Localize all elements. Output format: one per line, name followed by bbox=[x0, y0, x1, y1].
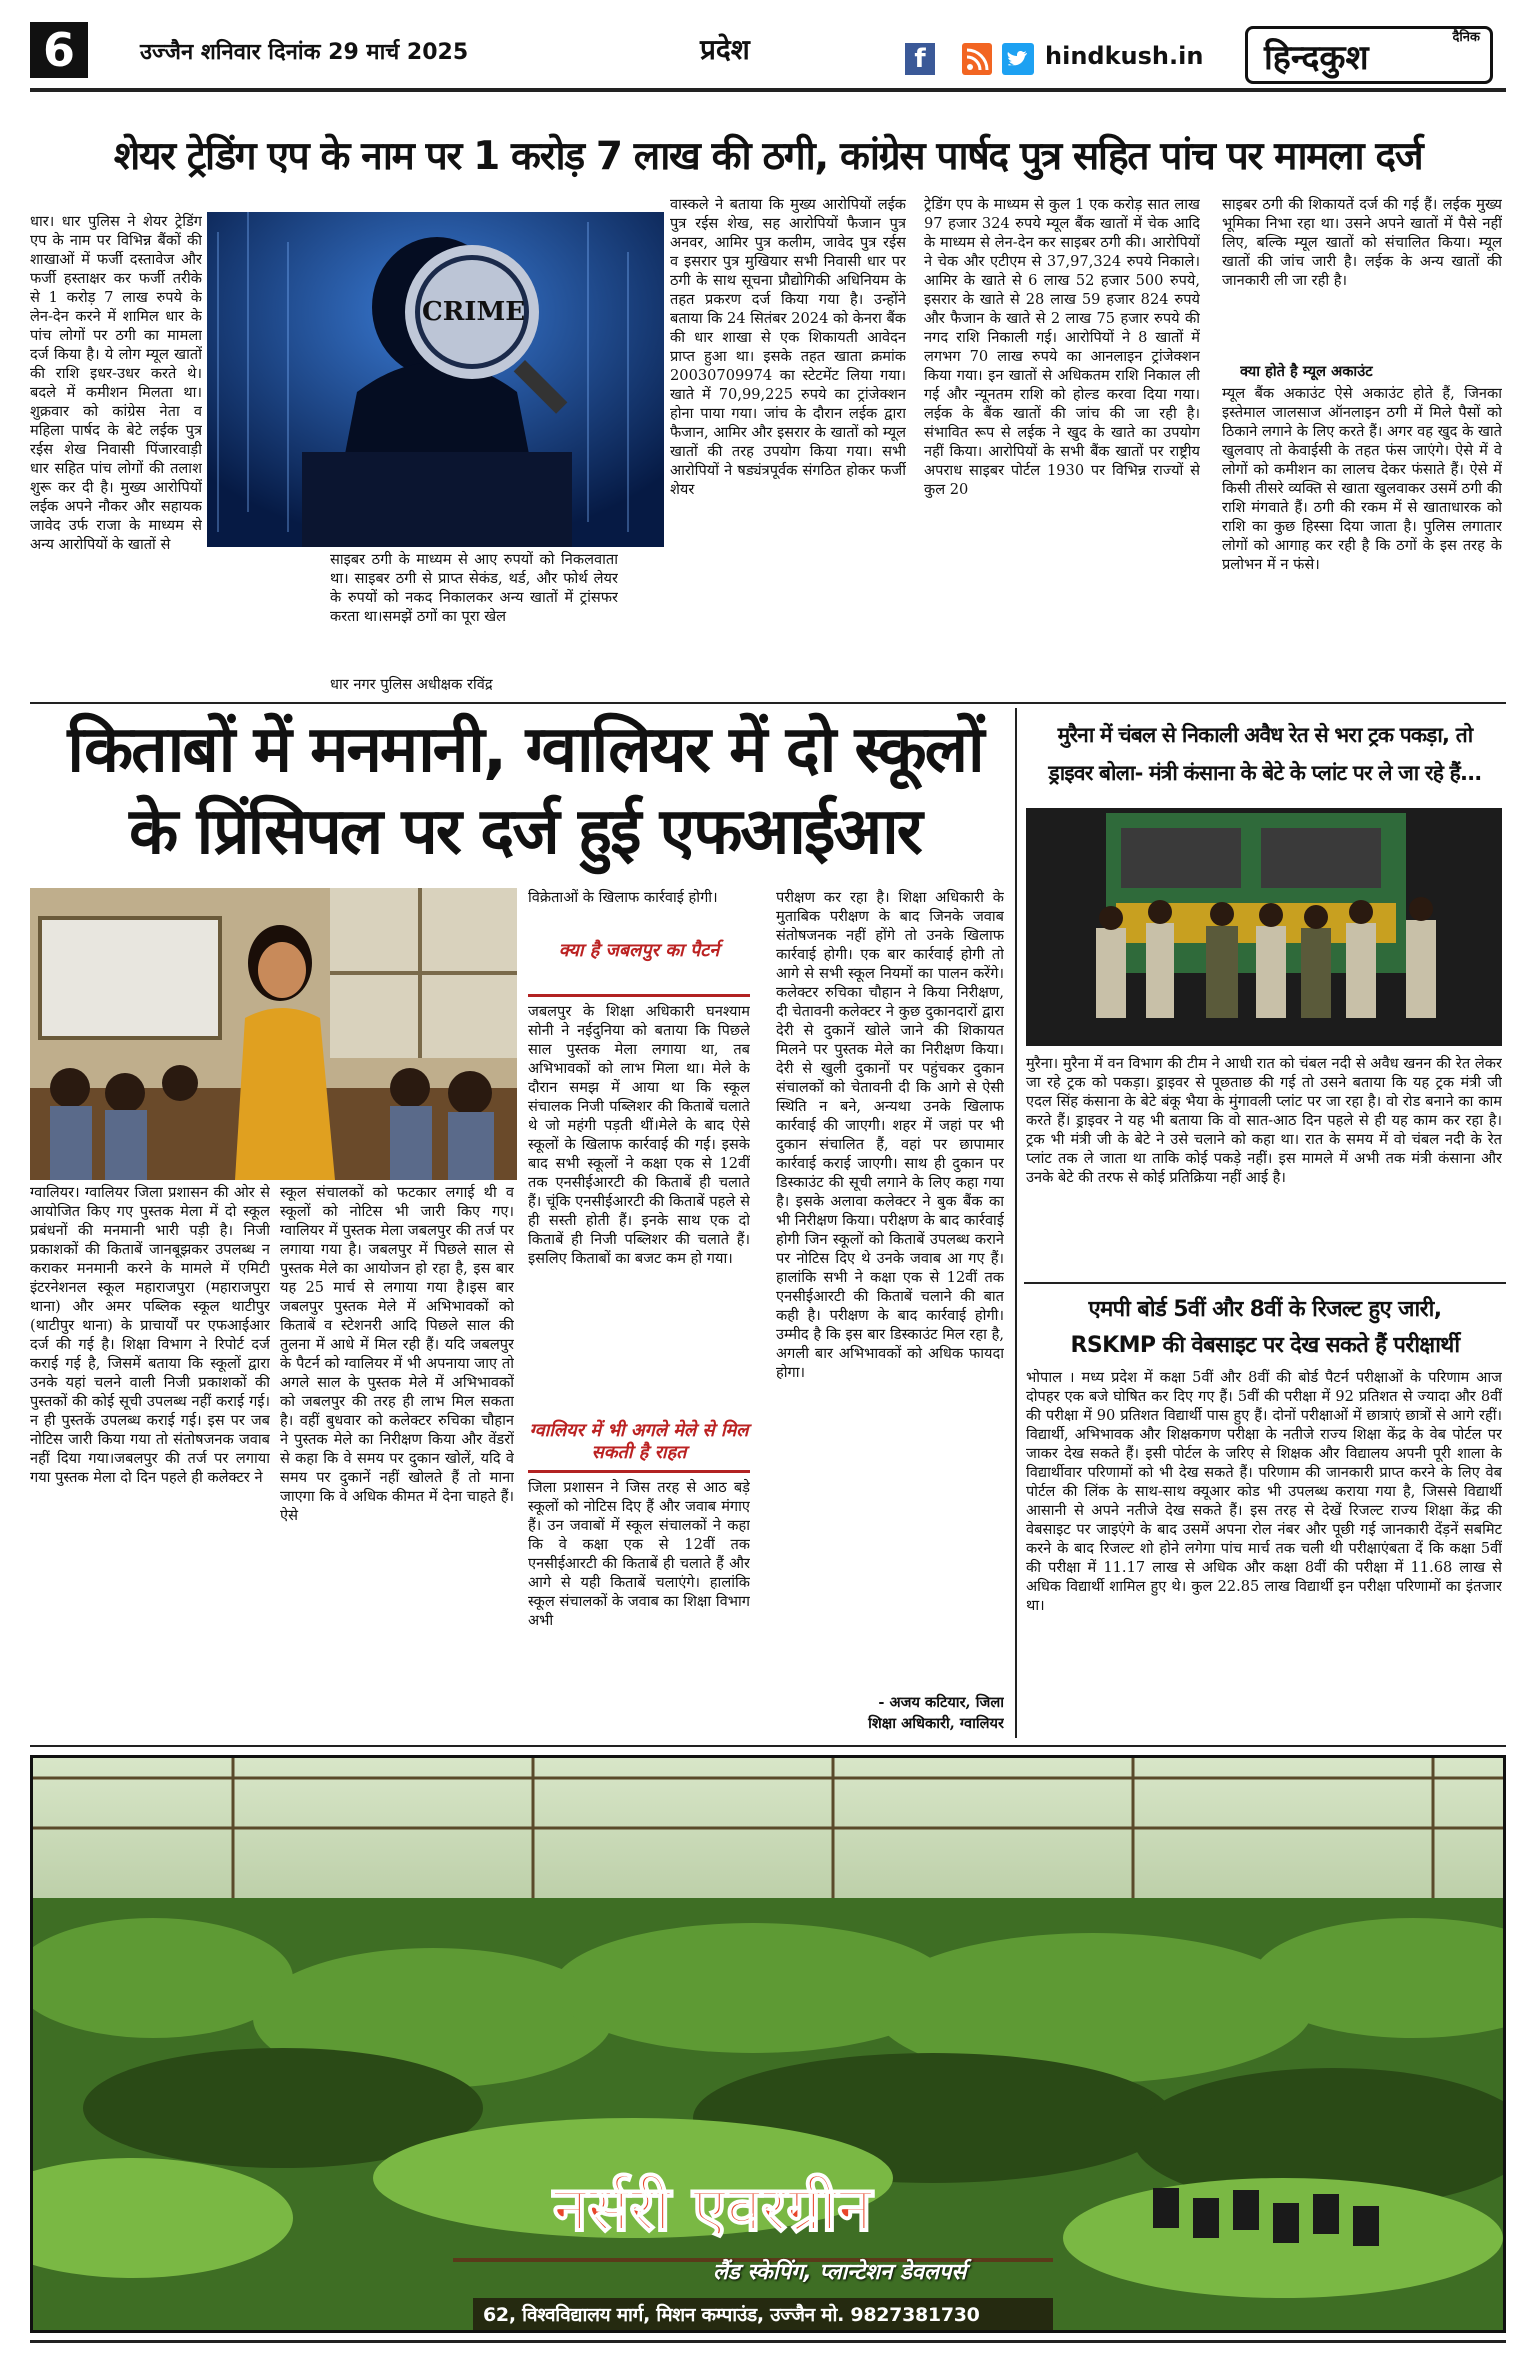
story3-headline-line2: ड्राइवर बोला- मंत्री कंसाना के बेटे के प्लांट पर ले जा रहे हैं... bbox=[1048, 761, 1482, 785]
subhead2-rule bbox=[528, 1470, 750, 1473]
story1-col5b: म्यूल बैंक अकाउंट ऐसे अकाउंट होते हैं, जिनका इस्तेमाल जालसाज ऑनलाइन ठगी में मिले पैसों को ठिकाने लगाने के लिए करते हैं। अगर वह खुद के खाते खुलवाए तो केवाईसी के तहत फंस जाएंगे। ऐसे में वे लोगों को कमीशन का लालच देकर फंसाते हैं। ऐसे में किसी तीसरे व्यक्ति से खाता खुलवाकर उसमें ठगी की राशि मंगवाते हैं। ठगी की रकम में से खाताधारक को राशि का कुछ हिस्सा दिया जाता है। पुलिस लगातार लोगों को आगाह कर रही है कि ठगों के इस तरह के प्रलोभन में न फंसे। bbox=[1222, 385, 1502, 573]
story1-col4: ट्रेडिंग एप के माध्यम से कुल 1 एक करोड़ सात लाख 97 हजार 324 रुपये म्यूल बैंक खातों में चेक आदि के माध्यम से लेन-देन कर साइबर ठगी की। आरोपियों ने चेक और एटीएम से 37,97,324 रुपये निकाले। आमिर के खाते से 6 लाख 52 हजार 500 रुपये, इसरार के खाते से 28 लाख 59 हजार 824 रुपये और फैजान के खाते से 2 लाख 75 हजार रुपये की नगद राशि निकाली गई। आरोपियों ने 8 खातों में लगभग 70 लाख रुपये का आनलाइन ट्रांजेक्शन किया गया। इन खातों से अधिकतम राशि निकाल ली गई और न्यूनतम राशि को होल्ड करवा दिया गया। लईक के बैंक खातों की जांच की जा रही है। संभावित रूप से लईक ने खुद के खाते का उपयोग नहीं किया। आरोपियों के सभी बैंक खातों पर राष्ट्रीय अपराध साइबर पोर्टल 1930 पर विभिन्न राज्यों से कुल 20 bbox=[924, 196, 1200, 498]
story3-headline-line1: मुरैना में चंबल से निकाली अवैध रेत से भरा ट्रक पकड़ा, तो bbox=[1057, 723, 1473, 747]
subhead1-rule bbox=[528, 994, 750, 997]
story2-colC-bot: जिला प्रशासन ने जिस तरह से आठ बड़े स्कूलों को नोटिस दिए हैं और जवाब मंगाए हैं। उन जवाबों में स्कूल संचालकों ने कहा कि वे कक्षा एक से 12वीं तक एनसीईआरटी की किताबें ही चलाते हैं और आगे से यही किताबें चलाएंगे। हालांकि स्कूल संचालकों के जवाब का शिक्षा विभाग अभी bbox=[528, 1479, 750, 1629]
story4-headline-line2: RSKMP की वेबसाइट पर देख सकते हैं परीक्षार्थी bbox=[1070, 1333, 1460, 1358]
story4-body: भोपाल । मध्य प्रदेश में कक्षा 5वीं और 8वीं की बोर्ड पैटर्न परीक्षाओं के परिणाम आज दोपहर एक बजे घोषित कर दिए गए हैं। 5वीं की परीक्षा में 92 प्रतिशत से ज्यादा और 8वीं की परीक्षा में 90 प्रतिशत विद्यार्थी पास हुए हैं। दोनों परीक्षाओं में छात्राएं छात्रों से आगे रहीं। विद्यार्थी, अभिभावक और शिक्षकगण परीक्षा के नतीजे राज्य शिक्षा केंद्र के वेब पोर्टल पर जाकर देख सकते हैं। इसी पोर्टल के जरिए से शिक्षक और विद्यालय अपनी पूरी शाला के विद्यार्थीवार परिणामों को भी देख सकते हैं। परिणाम की जानकारी प्राप्त करने के लिए वेब पोर्टल की लिंक के साथ-साथ क्यूआर कोड भी उपलब्ध कराया गया है, जिससे विद्यार्थी आसानी से अपने नतीजे देख सकते हैं। इस तरह से देखें रिजल्ट राज्य शिक्षा केंद्र की वेबसाइट पर जाइएंगे के बाद उसमें अपना रोल नंबर और पूछी गई जानकारी देंड़नें सबमिट करने के बाद रिजल्ट शो होने लगेगा पांच मार्च तक चली थी परीक्षाएंबता दें कि कक्षा 5वीं की परीक्षा में 11.17 लाख से अधिक और कक्षा 8वीं की परीक्षा में 11.68 लाख से अधिक विद्यार्थी शामिल हुए थे। कुल 22.85 लाख विद्यार्थी इन परीक्षा परिणामों का इंतजार था। bbox=[1026, 1369, 1502, 1614]
story1-bottom-rule bbox=[30, 702, 1506, 704]
page-number: 6 bbox=[30, 22, 88, 78]
story1-col5-subhead: क्या होते है म्यूल अकाउंट bbox=[1240, 363, 1373, 380]
ad-title: नर्सरी एवरग्रीन bbox=[553, 2172, 872, 2245]
rss-icon[interactable] bbox=[962, 43, 992, 75]
dateline: उज्जैन शनिवार दिनांक 29 मार्च 2025 bbox=[140, 40, 469, 65]
story1-col1: धार। धार पुलिस ने शेयर ट्रेडिंग एप के नाम पर विभिन्न बैंकों की शाखाओं में फर्जी दस्तावेज और फर्जी हस्ताक्षर कर फर्जी तरीके से 1 करोड़ 7 लाख रुपये के लेन-देन करने में शामिल धार के पांच लोगों पर ठगी का मामला दर्ज किया है। ये लोग म्यूल खातों की राशि इधर-उधर करते थे। बदले में कमीशन मिलता था। शुक्रवार को कांग्रेस नेता व महिला पार्षद के बेटे लईक पुत्र रईस शेख निवासी पिंजारवाड़ी धार सहित पांच लोगों की तलाश शुरू कर दी है। मुख्य आरोपियों लईक अपने नौकर और सहायक जावेद उर्फ राजा के माध्यम से अन्य आरोपियों के खातों से bbox=[30, 213, 202, 553]
story3-body: मुरैना। मुरैना में वन विभाग की टीम ने आधी रात को चंबल नदी से अवैध खनन की रेत लेकर जा रहे ट्रक को पकड़ा। ड्राइवर से पूछताछ की गई तो उसने बताया कि यह ट्रक मंत्री जी एदल सिंह कंसाना के बेटे बंकू भैया के मुंगावली प्लांट पर जा रहा है। वो रोड बनाने का काम करते हैं। ड्राइवर ने यह भी बताया कि वो सात-आठ दिन पहले से ही यह काम कर रहा है। ट्रक भी मंत्री जी के बेटे ने उसे चलाने को कहा था। रात के समय में वो चंबल नदी के रेत प्लांट तक ले जाता था ताकि कोई पकड़े नहीं। इस मामले में अभी तक मंत्री कंसाना और उनके बेटे की तरफ से कोई प्रतिक्रिया नहीं आई है। bbox=[1026, 1055, 1502, 1186]
story2-sign2: शिक्षा अधिकारी, ग्वालियर bbox=[868, 1715, 1004, 1732]
ad-tagline: लैंड स्केपिंग, प्लान्टेशन डेवलपर्स bbox=[713, 2260, 967, 2285]
story1-headline: शेयर ट्रेडिंग एप के नाम पर 1 करोड़ 7 लाख की ठगी, कांग्रेस पार्षद पुत्र सहित पांच पर मामला दर्ज bbox=[113, 134, 1423, 179]
crime-photo bbox=[207, 212, 664, 547]
story2-headline-line1: किताबों में मनमानी, ग्वालियर में दो स्कूलों bbox=[67, 713, 983, 787]
masthead-rule bbox=[30, 88, 1506, 92]
crime-label: CRIME bbox=[422, 297, 526, 327]
story2-right-rule bbox=[1015, 708, 1017, 1738]
twitter-icon[interactable] bbox=[1002, 43, 1034, 75]
story2-colC-mid: जबलपुर के शिक्षा अधिकारी घनश्याम सोनी ने नईदुनिया को बताया कि पिछले साल पुस्तक मेला लगाया था, तब अभिभावकों को लाभ मिला था। मेले के दौरान समझ में आया था कि स्कूल संचालक निजी पब्लिशर की किताबें चलाते थे जो महंगी पड़ती थीं।मेले के बाद ऐसे स्कूलों के खिलाफ कार्रवाई की गई। इसके बाद सभी स्कूलों ने कक्षा एक से 12वीं तक एनसीईआरटी की किताबें ही चलाते हैं। चूंकि एनसीईआरटी की किताबें पहले से ही सस्ती होती हैं। इनके साथ एक दो किताबें ही निजी पब्लिशर की चलाते हैं। इसलिए किताबों का बजट कम हो गया। bbox=[528, 1003, 750, 1267]
story1-col2: साइबर ठगी के माध्यम से आए रुपयों को निकलवाता था। साइबर ठगी से प्राप्त सेकंड, थर्ड, और फोर्थ लेयर के रुपयों को नकद निकालकर अन्य खातों में ट्रांसफर करता था।समझें ठगों का पूरा खेल bbox=[330, 551, 618, 625]
story1-col5: साइबर ठगी की शिकायतें दर्ज की गई हैं। लईक मुख्य भूमिका निभा रहा था। उसने अपने खातों में पैसे नहीं लिए, बल्कि म्यूल खातों को संचालित किया। म्यूल खातों की जांच जारी है। लईक के अन्य खातों की जानकारी ली जा रही है। bbox=[1222, 196, 1502, 289]
paper-logo-name: हिन्दकुश bbox=[1264, 38, 1369, 78]
paper-logo bbox=[1245, 26, 1493, 84]
ad-top-rule bbox=[30, 1745, 1506, 1747]
story3-bottom-rule bbox=[1024, 1282, 1506, 1284]
story4-headline-line1: एमपी बोर्ड 5वीं और 8वीं के रिजल्ट हुए जारी, bbox=[1088, 1297, 1442, 1322]
website-link[interactable]: hindkush.in bbox=[1045, 42, 1204, 70]
story2-colD: परीक्षण कर रहा है। शिक्षा अधिकारी के मुताबिक परीक्षण के बाद जिनके जवाब संतोषजनक नहीं होंगे तो उनके खिलाफ कार्रवाई होगी। एक बार कार्रवाई होगी तो आगे से सभी स्कूल नियमों का पालन करेंगे। कलेक्टर रुचिका चौहान ने किया निरीक्षण, दी चेतावनी कलेक्टर ने कुछ दुकानदारों द्वारा देरी से दुकानें खोले जाने की शिकायत मिलने पर पुस्तक मेले का निरीक्षण किया। देरी से खुली दुकानों पर पहुंचकर दुकान संचालकों को चेतावनी दी कि आगे से ऐसी स्थिति न बने, अन्यथा उनके खिलाफ कार्रवाई की जाएगी। शहर में जहां पर भी दुकान संचालित हैं, वहां पर छापामार कार्रवाई कराई जाएगी। साथ ही दुकान पर डिस्काउंट की सूची लगाने के लिए कहा गया है। इसके अलावा कलेक्टर ने बुक बैंक का भी निरीक्षण किया। परीक्षण के बाद कार्रवाई होगी जिन स्कूलों को किताबें उपलब्ध कराने पर नोटिस दिए थे उनके जवाब आ गए हैं। हालांकि सभी ने कक्षा एक से 12वीं तक एनसीईआरटी की किताबें चलाने की बात कही है। परीक्षण के बाद कार्रवाई होगी। उम्मीद है कि इस बार डिस्काउंट मिल रहा है, अगली बार अभिभावकों को अधिक फायदा होगा। bbox=[776, 889, 1004, 1381]
story2-colA: ग्वालियर। ग्वालियर जिला प्रशासन की ओर से आयोजित किए गए पुस्तक मेला में दो स्कूल प्रबंधनों की मनमानी भारी पड़ी है। निजी प्रकाशकों की किताबें जानबूझकर उपलब्ध न कराकर मनमानी करने के मामले में एमिटी इंटरनेशनल स्कूल महाराजपुरा (महाराजपुरा थाना) और अमर पब्लिक स्कूल थाटीपुर (थाटीपुर थाना) के प्राचार्यों पर एफआईआर दर्ज की गई है। शिक्षा विभाग ने रिपोर्ट दर्ज कराई गई है, जिसमें बताया कि स्कूलों द्वारा उनके यहां चलने वाली निजी प्रकाशकों की पुस्तकों की कोई सूची उपलब्ध नहीं कराई गई। न ही पुस्तकें उपलब्ध कराई गई। इस पर जब नोटिस जारी किया गया तो संतोषजनक जवाब नहीं दिया गया।जबलपुर की तर्ज पर लगाया गया पुस्तक मेला दो दिन पहले ही कलेक्टर ने bbox=[30, 1184, 270, 1486]
story2-colC-subhead1: क्या है जबलपुर का पैटर्न bbox=[558, 940, 720, 961]
story2-sign1: - अजय कटियार, जिला bbox=[878, 1694, 1004, 1711]
story1-col3: वास्कले ने बताया कि मुख्य आरोपियों लईक पुत्र रईस शेख, सह आरोपियों फैजान पुत्र अनवर, आमिर पुत्र कलीम, जावेद पुत्र रईस व इसरार पुत्र मुखियार सभी निवासी धार पर ठगी के साथ सूचना प्रौद्योगिकी अधिनियम के तहत प्रकरण दर्ज किया गया है। उन्होंने बताया कि 24 सितंबर 2024 को केनरा बैंक की धार शाखा से एक शिकायती आवेदन प्राप्त हुआ था। इसके तहत खाता क्रमांक 20030709974 का स्टेटमेंट लिया गया। खाते में 70,99,225 रुपये का ट्रांजेक्शन होना पाया गया। जांच के दौरान लईक द्वारा फैजान, आमिर और इसरार के खातों को म्यूल खातों की तरह उपयोग किया गया। सभी आरोपियों ने षड्यंत्रपूर्वक संगठित होकर फर्जी शेयर bbox=[670, 196, 906, 498]
story2-colC-subhead2: ग्वालियर में भी अगले मेले से मिल सकती है राहत bbox=[529, 1420, 749, 1463]
story2-colB: स्कूल संचालकों को फटकार लगाई थी व स्कूलों को नोटिस भी जारी किए गए। ग्वालियर में पुस्तक मेला जबलपुर की तर्ज पर लगाया गया है। जबलपुर में पिछले साल से पुस्तक मेले का आयोजन हो रहा है, इस बार यह 25 मार्च से लगाया गया है।इस बार जबलपुर पुस्तक मेले में अभिभावकों को किताबें व स्टेशनरी आदि पिछले साल की तुलना में आधे में मिल रही हैं। यदि जबलपुर के पैटर्न को ग्वालियर में भी अपनाया जाए तो अगले साल के पुस्तक मेले में अभिभावकों को जबलपुर की तरह ही लाभ मिल सकता है। वहीं बुधवार को कलेक्टर रुचिका चौहान ने पुस्तक मेले का निरीक्षण किया और वेंडरों से कहा कि वे समय पर दुकान खोलें, यदि वे समय पर दुकानें नहीं खोलते हैं तो माना जाएगा कि वे अधिक कीमत में देना चाहते हैं। ऐसे bbox=[280, 1184, 514, 1524]
truck-photo bbox=[1026, 808, 1502, 1046]
classroom-photo bbox=[30, 888, 517, 1180]
story2-colC-top: विक्रेताओं के खिलाफ कार्रवाई होगी। bbox=[528, 889, 718, 906]
page-bottom-rule bbox=[30, 2340, 1506, 2343]
section-name: प्रदेश bbox=[700, 33, 750, 66]
story2-headline-line2: के प्रिंसिपल पर दर्ज हुई एफआईआर bbox=[129, 795, 921, 869]
nursery-ad bbox=[30, 1755, 1506, 2333]
story1-col2b: धार नगर पुलिस अधीक्षक रविंद्र bbox=[330, 676, 493, 693]
paper-logo-small: दैनिक bbox=[1452, 30, 1480, 45]
facebook-icon[interactable]: f bbox=[905, 43, 935, 75]
ad-address: 62, विश्वविद्यालय मार्ग, मिशन कम्पाउंड, उज्जैन मो. 9827381730 bbox=[483, 2304, 980, 2326]
